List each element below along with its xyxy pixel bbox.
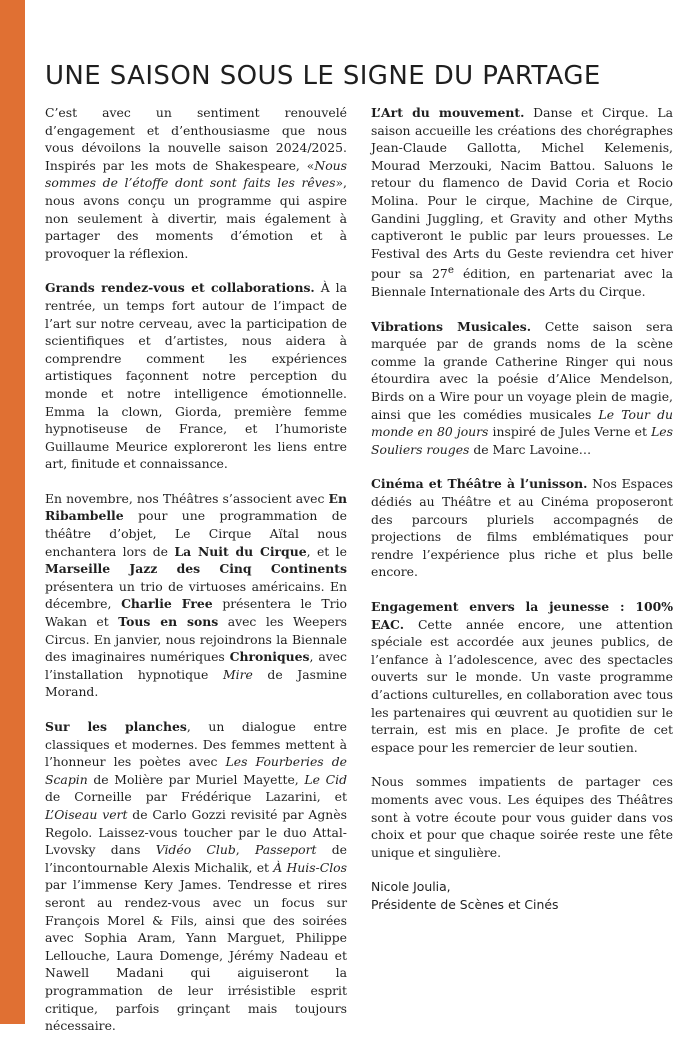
- novembre-paragraph: En novembre, nos Théâtres s’associent avec En Ribambelle pour une programmation de théâtre d’objet, Le Cirque Aïtal nous enchantera lors de La Nuit du Cirque, et le Marseille Jazz des Cinq Continents présentera un trio de virtuoses américains. En décembre, Charlie Free présentera le Trio Wakan et Tous en sons avec les Weepers Circus. En janvier, nous rejoindrons la Biennale des imaginaires numériques Chroniques, avec l’installation hypnotique Mire de Jasmine Morand.: [45, 490, 347, 700]
- grands-rendez-vous-paragraph: Grands rendez-vous et collaborations. À la rentrée, un temps fort autour de l’impact de l’art sur notre cerveau, avec la participation de scientifiques et d’artistes, nous aidera à comprendre comment les expériences artistiques façonnent notre perception du monde et notre intelligence émotionnelle. Emma la clown, Giorda, première femme hypnotiseuse de France, et l’humoriste Guillaume Meurice exploreront les liens entre art, finitude et connaissance.: [45, 280, 347, 472]
- signature-name: Nicole Joulia,: [371, 879, 451, 895]
- art-du-mouvement-paragraph: L’Art du mouvement. Danse et Cirque. La saison accueille les créations des chorégraphes Jean-Claude Gallotta, Michel Kelemenis, Mourad Merzouki, Nacim Battou. Saluons le retour du flamenco de David Coria et Rocio Molina. Pour le cirque, Machine de Cirque, Gandini Juggling, et Gravity and other Myths captiveront le public par leurs prouesses. Le Festival des Arts du Geste reviendra cet hiver pour sa 27e édition, en partenariat avec la Biennale Internationale des Arts du Cirque.: [371, 105, 673, 300]
- closing-paragraph: Nous sommes impatients de partager ces moments avec vous. Les équipes des Théâtres sont à votre écoute pour vous guider dans vos choix et pour que chaque soirée reste une fête unique et singulière.: [371, 774, 673, 860]
- intro-paragraph: C’est avec un sentiment renouvelé d’engagement et d’enthousiasme que nous vous dévoilons la nouvelle saison 2024/2025. Inspirés par les mots de Shakespeare, «Nous sommes de l’étoffe dont sont faits les rêves», nous avons conçu un programme qui aspire non seulement à divertir, mais également à partager des moments d’émotion et à provoquer la réflexion.: [45, 105, 347, 261]
- signature: [371, 878, 673, 914]
- signature-role: Présidente de Scènes et Cinés: [371, 897, 559, 913]
- left-column: [45, 104, 347, 1052]
- cinema-theatre-paragraph: Cinéma et Théâtre à l’unisson. Nos Espaces dédiés au Théâtre et au Cinéma proposeront des parcours pluriels accompagnés de projections de films emblématiques pour rendre l’expérience plus riche et plus belle encore.: [371, 476, 673, 580]
- right-column: [371, 104, 673, 914]
- vibrations-musicales-paragraph: Vibrations Musicales. Cette saison sera marquée par de grands noms de la scène comme la grande Catherine Ringer qui nous étourdira avec la poésie d’Alice Mendelson, Birds on a Wire pour un voyage plein de magie, ainsi que les comédies musicales Le Tour du monde en 80 jours inspiré de Jules Verne et Les Souliers rouges de Marc Lavoine…: [371, 318, 673, 457]
- page-title: UNE SAISON SOUS LE SIGNE DU PARTAGE: [45, 61, 601, 92]
- sur-les-planches-paragraph: Sur les planches, un dialogue entre classiques et modernes. Des femmes mettent à l’honneur les poètes avec Les Fourberies de Scapin de Molière par Muriel Mayette, Le Cid de Corneille par Frédérique Lazarini, et L’Oiseau vert de Carlo Gozzi revisité par Agnès Regolo. Laissez-vous toucher par le duo Attal-Lvovsky dans Vidéo Club, Passeport de l’incontournable Alexis Michalik, et À Huis-Clos par l’immense Kery James. Tendresse et rires seront au rendez-vous avec un focus sur François Morel & Fils, ainsi que des soirées avec Sophia Aram, Yann Marguet, Philippe Lellouche, Laura Domenge, Jérémy Nadeau et Nawell Madani qui aiguiseront la programmation de leur irrésistible esprit critique, parfois grinçant mais toujours nécessaire.: [45, 719, 348, 1034]
- jeunesse-paragraph: Engagement envers la jeunesse : 100% EAC. Cette année encore, une attention spéciale est accordée aux jeunes publics, de l’enfance à l’adolescence, avec des spectacles ouverts sur le monde. Un vaste programme d’actions culturelles, en collaboration avec tous les partenaires qui œuvrent au quotidien sur le terrain, est mis en place. Je profite de cet espace pour les remercier de leur soutien.: [371, 598, 673, 755]
- orange-side-bar: [0, 0, 25, 1024]
